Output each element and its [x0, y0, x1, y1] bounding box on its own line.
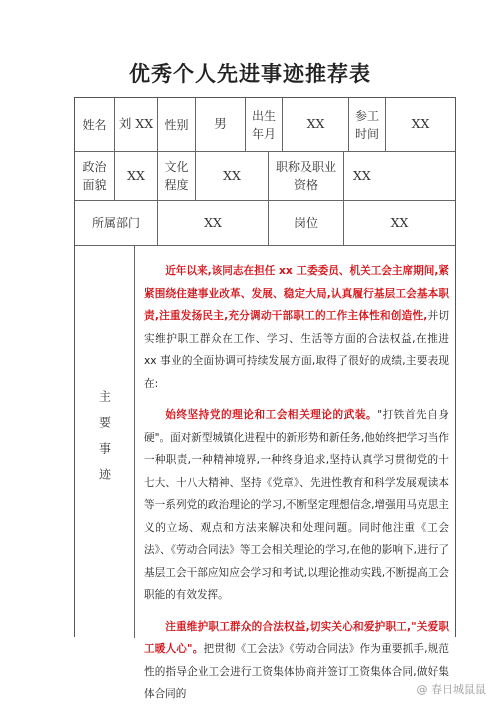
politics-label: 政治 面貌: [75, 152, 115, 201]
birth-label: 出生 年月: [246, 98, 283, 152]
education-value: XX: [196, 152, 269, 201]
department-value: XX: [158, 201, 269, 246]
deeds-highlight-3: 注重维护职工群众的合法权益,切实关心和爱护职工,"关爱职工暖人心"。: [144, 620, 449, 655]
gender-label: 性别: [158, 98, 196, 152]
professional-title-label: 职称及职业 资格: [269, 152, 344, 201]
deeds-text-2: "打铁首先自身硬"。面对新型城镇化进程中的新形势和新任务,他始终把学习当作一种职责,一种精神境界,一种终身追求,坚持认真学习贯彻党的十七大、十八大精神、坚持《党章》、先进性教育和科学发展观读本等一系列党的政治理论的学习,不断坚定理想信念,增强用马克思主义的立场、观点和方法来解决和处理问题。同时他注重《工会法》、《劳动合同法》等工会相关理论的学习,在他的影响下,进行了基层工会干部应知应会学习和考试,以理论推动实践,不断提高工会职能的有效发挥。: [144, 409, 450, 601]
politics-value: XX: [115, 152, 158, 201]
deeds-highlight-2: 始终坚持党的理论和工会相关理论的武装。: [165, 409, 378, 421]
deeds-text-1: 并切实维护职工群众在工作、学习、生活等方面的合法权益,在推进 xx 事业的全面协调可持续发展方面,取得了很好的成绩,主要表现在:: [144, 310, 450, 390]
work-start-label: 参工 时间: [349, 98, 386, 152]
work-start-value: XX: [386, 98, 455, 152]
main-deeds-label: 主要事迹: [97, 390, 112, 494]
main-deeds-label-cell: [75, 246, 135, 638]
department-label: 所属部门: [75, 201, 158, 246]
post-label: 岗位: [269, 201, 344, 246]
name-value: 刘 XX: [115, 98, 158, 152]
birth-value: XX: [283, 98, 349, 152]
page-title: 优秀个人先进事迹推荐表: [129, 61, 371, 86]
deeds-highlight-1: 近年以来,该同志在担任 xx 工委委员、机关工会主席期间,紧紧围绕住建事业改革、发展、稳定大局,认真履行基层工会基本职责,注重发扬民主,充分调动干部职工的工作主体性和创造性,: [144, 265, 449, 322]
name-label: 姓名: [75, 98, 115, 152]
gender-value: 男: [196, 98, 246, 152]
watermark: @ 春日城鼠鼠: [416, 683, 486, 696]
deeds-paragraph-2: [144, 404, 449, 607]
post-value: XX: [344, 201, 455, 246]
deeds-text-3: 把贯彻《工会法》《劳动合同法》作为重要抓手,规范性的指导企业工会进行工资集体协商并签订工资集体合同,做好集体合同的: [144, 643, 449, 700]
professional-title-value: XX: [344, 152, 455, 201]
deeds-paragraph-1: [144, 260, 449, 395]
deeds-paragraph-3: [144, 616, 449, 706]
education-label: 文化 程度: [158, 152, 196, 201]
